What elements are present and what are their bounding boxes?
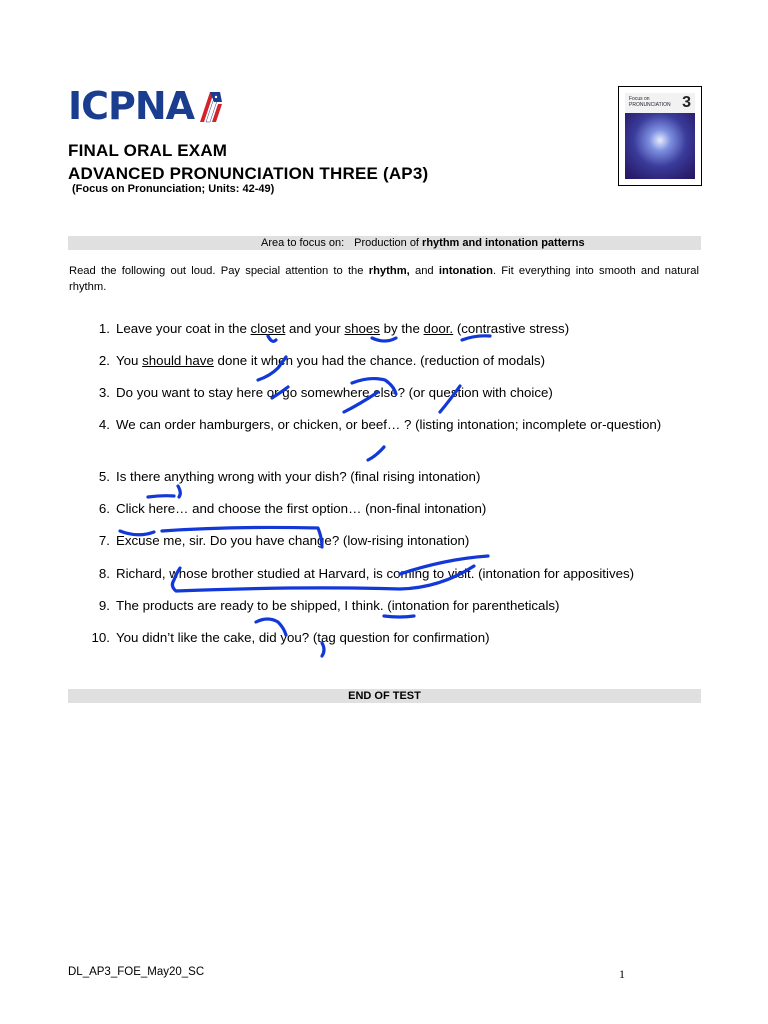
focus-middle: Production of bbox=[354, 237, 423, 249]
focus-prefix: Area to focus on: bbox=[261, 237, 345, 249]
focus-bold: rhythm and intonation patterns bbox=[422, 237, 585, 249]
book-title-line2: PRONUNCIATION bbox=[629, 102, 671, 108]
instructions-bold-intonation: intonation bbox=[438, 265, 493, 277]
underlined-word: door. bbox=[423, 321, 454, 336]
item-text: The products are ready to be shipped, I think. (intonation for parentheticals) bbox=[116, 598, 560, 613]
exam-title: FINAL ORAL EXAM bbox=[68, 141, 228, 160]
focus-line bbox=[261, 236, 585, 250]
item-text: Click here… and choose the first option… (non-final intonation) bbox=[116, 501, 487, 516]
item-text: Leave your coat in the closet and your shoes by the door. (contrastive stress) bbox=[116, 321, 570, 336]
item-number: 2. bbox=[98, 353, 110, 368]
underlined-word: should have bbox=[142, 353, 214, 368]
book-cover-title bbox=[629, 96, 671, 108]
item-text: Is there anything wrong with your dish? (final rising intonation) bbox=[116, 469, 481, 484]
book-cover-header bbox=[625, 93, 695, 113]
icpna-logo bbox=[68, 86, 228, 126]
annotation-stroke bbox=[148, 496, 174, 497]
instructions-bold-rhythm: rhythm, bbox=[368, 265, 410, 277]
course-title: ADVANCED PRONUNCIATION THREE (AP3) bbox=[68, 164, 429, 183]
book-cover-image bbox=[618, 86, 702, 186]
flag-icon bbox=[196, 88, 224, 124]
item-number: 8. bbox=[98, 566, 110, 581]
item-number: 9. bbox=[98, 598, 110, 613]
item-text: Excuse me, sir. Do you have change? (low-rising intonation) bbox=[116, 533, 470, 548]
instructions-part1: Read the following out loud. Pay special attention to the bbox=[69, 265, 369, 277]
annotation-stroke bbox=[368, 447, 384, 460]
focus-bar bbox=[68, 236, 701, 250]
item-number: 7. bbox=[98, 533, 110, 548]
item-number: 1. bbox=[98, 321, 110, 336]
book-title-line1: Focus on bbox=[629, 96, 650, 102]
item-text: You didn’t like the cake, did you? (tag question for confirmation) bbox=[116, 630, 490, 645]
instructions-part2: and bbox=[409, 265, 439, 277]
instructions bbox=[69, 263, 699, 295]
item-text: Do you want to stay here or go somewhere else? (or question with choice) bbox=[116, 385, 553, 400]
end-of-test-text: END OF TEST bbox=[348, 690, 421, 702]
document-code: DL_AP3_FOE_May20_SC bbox=[68, 966, 205, 978]
logo-text: ICPNA bbox=[68, 84, 195, 128]
page-number: 1 bbox=[619, 967, 625, 981]
item-text: You should have done it when you had the chance. (reduction of modals) bbox=[116, 353, 546, 368]
item-text: We can order hamburgers, or chicken, or beef… ? (listing intonation; incomplete or-question) bbox=[116, 417, 662, 432]
item-number: 10. bbox=[91, 630, 110, 645]
item-number: 3. bbox=[98, 385, 110, 400]
annotation-stroke bbox=[178, 486, 180, 497]
end-of-test-bar bbox=[68, 689, 701, 703]
item-number: 6. bbox=[98, 501, 110, 516]
annotation-stroke bbox=[384, 616, 414, 617]
underlined-word: closet bbox=[250, 321, 286, 336]
exam-subtitle: (Focus on Pronunciation; Units: 42-49) bbox=[72, 183, 275, 195]
annotation-stroke bbox=[372, 338, 396, 341]
item-number: 4. bbox=[98, 417, 110, 432]
book-cover-art bbox=[625, 93, 695, 179]
item-text: Richard, whose brother studied at Harvard, is coming to visit. (intonation for appositives) bbox=[116, 566, 635, 581]
book-number: 3 bbox=[682, 94, 691, 111]
underlined-word: shoes bbox=[344, 321, 380, 336]
item-number: 5. bbox=[98, 469, 110, 484]
instructions-part3: . Fit everything into smooth and natural rhythm. bbox=[69, 265, 699, 293]
